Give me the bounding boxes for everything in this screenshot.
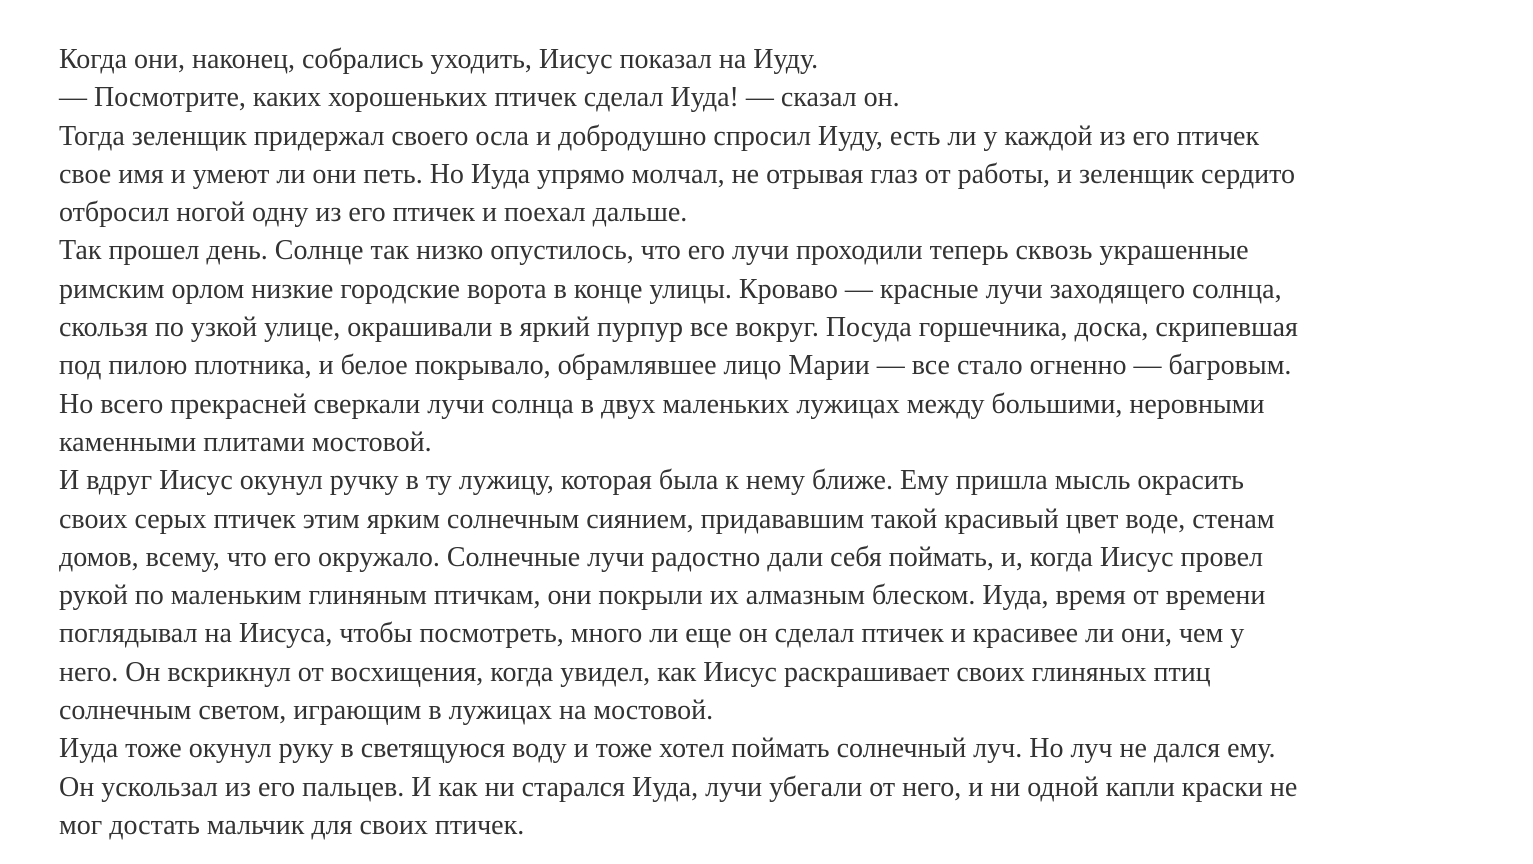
paragraph-6 bbox=[59, 730, 1509, 845]
text-line: Тогда зеленщик придержал своего осла и добродушно спросил Иуду, есть ли у каждой из его птичек bbox=[59, 120, 1260, 152]
text-line: Он ускользал из его пальцев. И как ни старался Иуда, лучи убегали от него, и ни одной капли краски не bbox=[59, 771, 1298, 803]
paragraph-3 bbox=[59, 118, 1509, 233]
text-line: свое имя и умеют ли они петь. Но Иуда упрямо молчал, не отрывая глаз от работы, и зеленщик сердито bbox=[59, 158, 1295, 190]
text-line: Но всего прекрасней сверкали лучи солнца в двух маленьких лужицах между большими, неровными bbox=[59, 388, 1265, 420]
paragraph-5 bbox=[59, 462, 1509, 730]
text-line: солнечным светом, играющим в лужицах на мостовой. bbox=[59, 695, 714, 727]
text-line: домов, всему, что его окружало. Солнечные лучи радостно дали себя поймать, и, когда Иисус провел bbox=[59, 541, 1263, 573]
document-body bbox=[59, 41, 1509, 845]
text-line: скользя по узкой улице, окрашивали в яркий пурпур все вокруг. Посуда горшечника, доска, скрипевшая bbox=[59, 312, 1298, 344]
text-line: отбросил ногой одну из его птичек и поехал дальше. bbox=[59, 197, 688, 229]
text-line: под пилою плотника, и белое покрывало, обрамлявшее лицо Марии — все стало огненно — багровым. bbox=[59, 350, 1292, 382]
text-line: — Посмотрите, каких хорошеньких птичек сделал Иуда! — сказал он. bbox=[59, 82, 900, 114]
paragraph-1 bbox=[59, 41, 1509, 79]
text-line: своих серых птичек этим ярким солнечным сиянием, придававшим такой красивый цвет воде, стенам bbox=[59, 503, 1275, 535]
paragraph-2 bbox=[59, 79, 1509, 117]
text-line: Иуда тоже окунул руку в светящуюся воду и тоже хотел поймать солнечный луч. Но луч не дался ему. bbox=[59, 733, 1276, 765]
text-line: рукой по маленьким глиняным птичкам, они покрыли их алмазным блеском. Иуда, время от времени bbox=[59, 580, 1266, 612]
text-line: И вдруг Иисус окунул ручку в ту лужицу, которая была к нему ближе. Ему пришла мысль окрасить bbox=[59, 465, 1244, 497]
text-line: римским орлом низкие городские ворота в конце улицы. Кроваво — красные лучи заходящего солнца, bbox=[59, 273, 1282, 305]
text-line: каменными плитами мостовой. bbox=[59, 426, 432, 458]
text-line: него. Он вскрикнул от восхищения, когда увидел, как Иисус раскрашивает своих глиняных птиц bbox=[59, 656, 1211, 688]
text-line: Когда они, наконец, собрались уходить, Иисус показал на Иуду. bbox=[59, 44, 819, 75]
text-line: мог достать мальчик для своих птичек. bbox=[59, 809, 525, 841]
text-line: поглядывал на Иисуса, чтобы посмотреть, много ли еще он сделал птичек и красивее ли они, чем у bbox=[59, 618, 1245, 650]
text-line: Так прошел день. Солнце так низко опустилось, что его лучи проходили теперь сквозь украшенные bbox=[59, 235, 1249, 267]
paragraph-4 bbox=[59, 232, 1509, 462]
